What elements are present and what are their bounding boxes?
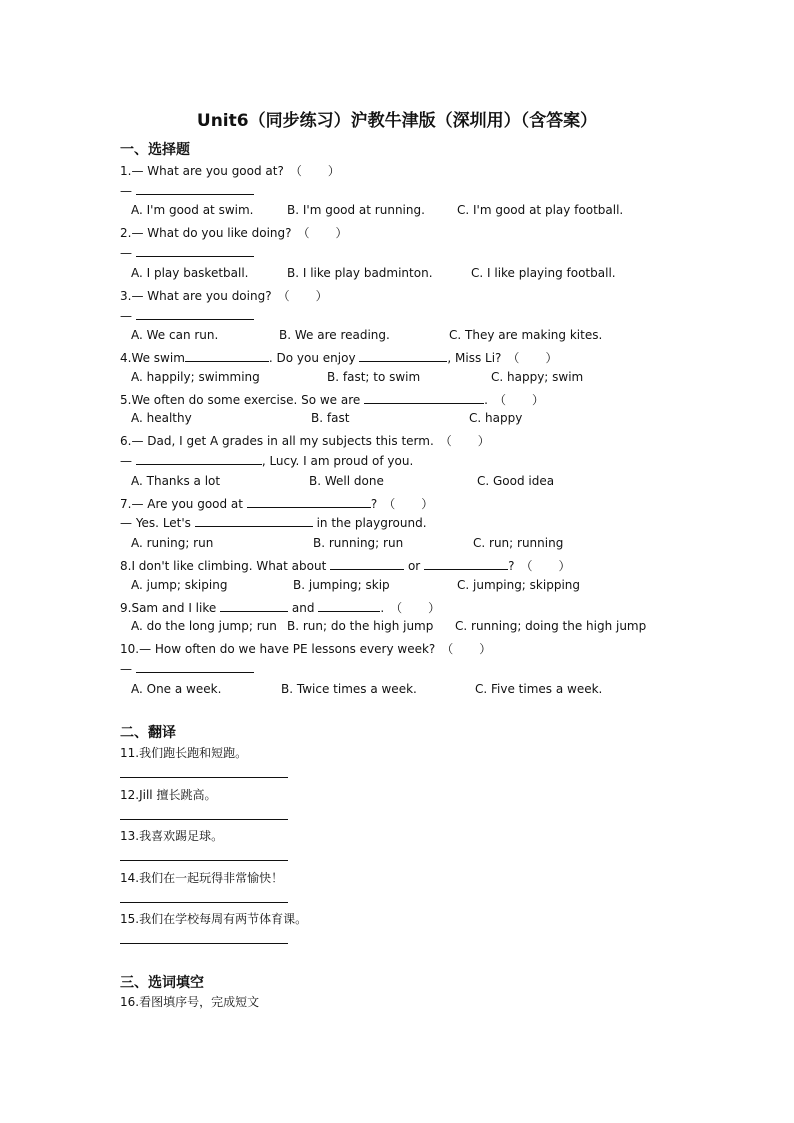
answer-bracket[interactable]: （ ） — [493, 393, 544, 407]
section-heading-translation: 二、翻译 — [120, 725, 176, 741]
answer-bracket[interactable]: （ ） — [289, 164, 340, 178]
answer-bracket[interactable]: （ ） — [520, 559, 571, 573]
question-5: 5.We often do some exercise. So we are . （ ） — [120, 393, 544, 407]
answer-blank[interactable] — [330, 558, 404, 570]
question-5-option-a[interactable]: A. healthy — [131, 411, 192, 425]
question-8-option-b[interactable]: B. jumping; skip — [293, 578, 390, 592]
question-6-reply: — , Lucy. I am proud of you. — [120, 454, 414, 468]
question-5-option-c[interactable]: C. happy — [469, 411, 523, 425]
question-16: 16.看图填序号，完成短文 — [120, 995, 260, 1009]
question-3-option-b[interactable]: B. We are reading. — [279, 328, 390, 342]
question-6-option-c[interactable]: C. Good idea — [477, 474, 555, 488]
question-3-option-a[interactable]: A. We can run. — [131, 328, 219, 342]
question-6-option-a[interactable]: A. Thanks a lot — [131, 474, 221, 488]
translation-14: 14.我们在一起玩得非常愉快！ — [120, 871, 284, 885]
answer-line[interactable] — [120, 777, 288, 778]
question-4: 4.We swim . Do you enjoy , Miss Li? （ ） — [120, 351, 558, 365]
answer-blank[interactable] — [136, 183, 254, 195]
question-2-option-a[interactable]: A. I play basketball. — [131, 266, 249, 280]
answer-bracket[interactable]: （ ） — [441, 642, 492, 656]
translation-12: 12.Jill 擅长跳高。 — [120, 788, 217, 802]
question-10-reply: — — [120, 661, 254, 676]
question-6: 6.— Dad, I get A grades in all my subjects this term. （ ） — [120, 434, 490, 448]
question-9-option-c[interactable]: C. running; doing the high jump — [455, 619, 647, 633]
section-heading-word-fill: 三、选词填空 — [120, 975, 204, 991]
answer-bracket[interactable]: （ ） — [383, 497, 434, 511]
section-heading-choice: 一、选择题 — [120, 142, 190, 158]
answer-line[interactable] — [120, 902, 288, 903]
question-6-option-b[interactable]: B. Well done — [309, 474, 384, 488]
question-3-stem: 3.— What are you doing? — [120, 289, 272, 303]
question-7: 7.— Are you good at ? （ ） — [120, 497, 434, 511]
answer-blank[interactable] — [318, 600, 380, 612]
question-8: 8.I don't like climbing. What about or ? （ ） — [120, 559, 571, 573]
question-5-option-b[interactable]: B. fast — [311, 411, 350, 425]
answer-bracket[interactable]: （ ） — [390, 601, 441, 615]
question-8-option-a[interactable]: A. jump; skiping — [131, 578, 228, 592]
translation-13: 13.我喜欢踢足球。 — [120, 829, 224, 843]
answer-blank[interactable] — [136, 661, 254, 673]
answer-blank[interactable] — [220, 600, 288, 612]
answer-bracket[interactable]: （ ） — [297, 226, 348, 240]
translation-11: 11.我们跑长跑和短跑。 — [120, 746, 248, 760]
question-10: 10.— How often do we have PE lessons every week? （ ） — [120, 642, 492, 656]
question-7-option-a[interactable]: A. runing; run — [131, 536, 214, 550]
page-title: Unit6（同步练习）沪教牛津版（深圳用）（含答案） — [196, 111, 598, 131]
question-1-option-c[interactable]: C. I'm good at play football. — [457, 203, 624, 217]
question-1-stem: 1.— What are you good at? — [120, 164, 284, 178]
question-10-option-c[interactable]: C. Five times a week. — [475, 682, 603, 696]
answer-line[interactable] — [120, 943, 288, 944]
answer-bracket[interactable]: （ ） — [507, 351, 558, 365]
question-4-option-b[interactable]: B. fast; to swim — [327, 370, 421, 384]
answer-bracket[interactable]: （ ） — [277, 289, 328, 303]
answer-blank[interactable] — [364, 392, 484, 404]
answer-blank[interactable] — [359, 350, 447, 362]
question-1-option-a[interactable]: A. I'm good at swim. — [131, 203, 254, 217]
answer-line[interactable] — [120, 860, 288, 861]
question-7-option-b[interactable]: B. running; run — [313, 536, 404, 550]
question-10-option-a[interactable]: A. One a week. — [131, 682, 222, 696]
answer-line[interactable] — [120, 819, 288, 820]
question-2-stem: 2.— What do you like doing? — [120, 226, 292, 240]
answer-blank[interactable] — [136, 453, 262, 465]
question-4-option-a[interactable]: A. happily; swimming — [131, 370, 260, 384]
answer-bracket[interactable]: （ ） — [439, 434, 490, 448]
question-1 — [120, 162, 340, 179]
question-3-reply: — — [120, 308, 254, 323]
question-9-option-a[interactable]: A. do the long jump; run — [131, 619, 277, 633]
answer-blank[interactable] — [185, 350, 269, 362]
answer-blank[interactable] — [195, 515, 313, 527]
question-8-option-c[interactable]: C. jumping; skipping — [457, 578, 580, 592]
question-2-reply: — — [120, 245, 254, 260]
answer-blank[interactable] — [136, 245, 254, 257]
answer-blank[interactable] — [424, 558, 508, 570]
question-10-option-b[interactable]: B. Twice times a week. — [281, 682, 417, 696]
question-7-reply: — Yes. Let's in the playground. — [120, 516, 427, 530]
question-7-option-c[interactable]: C. run; running — [473, 536, 564, 550]
question-2-option-c[interactable]: C. I like playing football. — [471, 266, 616, 280]
question-2 — [120, 224, 348, 241]
question-3 — [120, 287, 328, 304]
question-1-option-b[interactable]: B. I'm good at running. — [287, 203, 425, 217]
question-9: 9.Sam and I like and . （ ） — [120, 601, 441, 615]
question-2-option-b[interactable]: B. I like play badminton. — [287, 266, 433, 280]
translation-15: 15.我们在学校每周有两节体育课。 — [120, 912, 308, 926]
question-9-option-b[interactable]: B. run; do the high jump — [287, 619, 434, 633]
answer-blank[interactable] — [136, 308, 254, 320]
question-3-option-c[interactable]: C. They are making kites. — [449, 328, 603, 342]
question-1-reply: — — [120, 183, 254, 198]
question-4-option-c[interactable]: C. happy; swim — [491, 370, 584, 384]
answer-blank[interactable] — [247, 496, 371, 508]
